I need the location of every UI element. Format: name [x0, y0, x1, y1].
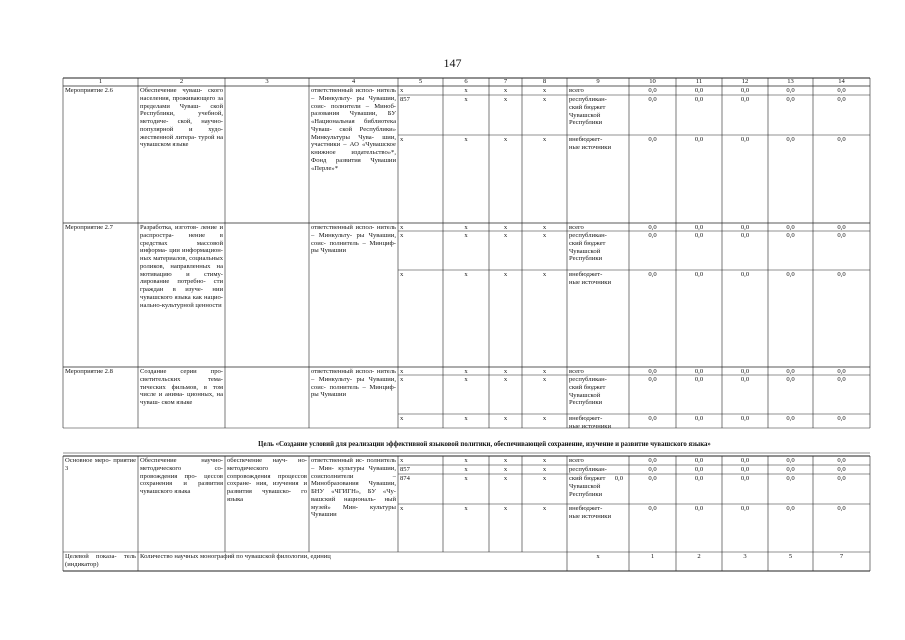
funding-source: всего	[569, 224, 584, 231]
budget-code-vr: x	[542, 232, 547, 239]
budget-code-csr: x	[503, 466, 508, 473]
event-name: Обеспечение чуваш- ского населения, проживающего за пределами Чуваш- ской Республики, учебной, методиче- ской, научно- популярной и худо- жественной литера- турой на чувашском языке	[140, 87, 223, 149]
funding-value: 0,0	[740, 96, 750, 103]
column-number: 1	[98, 77, 103, 85]
event-executors: ответственный испол- нитель – Минкульту- ры Чувашии, соис- полнитель – Минциф- ры Чувашии	[311, 368, 396, 399]
funding-source: всего	[569, 87, 584, 94]
funding-source: республикан-	[569, 466, 607, 473]
budget-code-grbs: x	[400, 505, 404, 512]
funding-source: внебюджет- ные источники	[569, 415, 612, 430]
budget-code-rzpr: x	[464, 376, 468, 383]
budget-code-csr: x	[503, 271, 508, 278]
goal-heading: Цель «Создание условий для реализации эффективной языковой политики, обеспечивающей сохранение, изучение и развитие чувашского языка»	[258, 441, 711, 448]
column-number: 5	[418, 77, 423, 85]
funding-value: 0,0	[694, 271, 704, 278]
budget-code-grbs: 874	[400, 475, 410, 482]
funding-value: 0,0	[837, 457, 846, 464]
funding-value: 0,0	[694, 136, 704, 143]
funding-value: 0,0	[694, 96, 704, 103]
funding-value: 0,0	[740, 368, 750, 375]
indicator-value: 3	[743, 553, 747, 560]
funding-value: 0,0	[694, 224, 704, 231]
budget-code-grbs: x	[400, 136, 404, 143]
budget-code-vr: x	[542, 457, 547, 464]
funding-value: 0,0	[837, 96, 846, 103]
funding-value: 0,0	[740, 415, 750, 422]
budget-code-rzpr: x	[464, 505, 468, 512]
funding-value: 0,0	[740, 505, 750, 512]
funding-value: 0,0	[648, 224, 657, 231]
budget-code-csr: x	[503, 87, 508, 94]
budget-code-csr: x	[503, 457, 508, 464]
indicator-value: 1	[650, 553, 655, 560]
funding-value: 0,0	[648, 136, 657, 143]
funding-value: 0,0	[837, 87, 846, 94]
funding-source: внебюджет- ные источники	[569, 136, 612, 151]
funding-value: 0,0	[740, 271, 750, 278]
funding-value: 0,0	[786, 376, 795, 383]
funding-value: 0,0	[740, 136, 750, 143]
budget-code-grbs: x	[400, 87, 404, 94]
funding-value: 0,0	[740, 475, 750, 482]
budget-code-vr: x	[542, 96, 547, 103]
funding-value: 0,0	[837, 505, 846, 512]
funding-value: 0,0	[694, 232, 704, 239]
budget-code-vr: x	[542, 368, 547, 375]
funding-value: 0,0	[837, 136, 846, 143]
budget-code-vr: x	[542, 271, 547, 278]
funding-value: 0,0	[694, 415, 704, 422]
funding-source: внебюджет- ные источники	[569, 505, 612, 520]
funding-value: 0,0	[786, 466, 795, 473]
column-number: 12	[741, 77, 749, 85]
budget-code-csr: x	[503, 415, 508, 422]
budget-code-rzpr: x	[464, 271, 468, 278]
indicator-value: 5	[788, 553, 793, 560]
funding-value: 0,0	[786, 136, 795, 143]
budget-code-rzpr: x	[464, 87, 468, 94]
budget-code-grbs: x	[400, 415, 404, 422]
funding-value: 0,0	[837, 466, 846, 473]
funding-value: 0,0	[694, 505, 704, 512]
funding-source: всего	[569, 457, 584, 464]
budget-code-grbs: 857	[400, 466, 410, 473]
column-number: 13	[787, 77, 794, 85]
budget-code-rzpr: x	[464, 232, 468, 239]
budget-code-csr: x	[503, 136, 508, 143]
column-number: 6	[464, 77, 468, 85]
funding-value: 0,0	[648, 96, 657, 103]
funding-value: 0,0	[740, 457, 750, 464]
budget-code-grbs: x	[400, 224, 404, 231]
column-number: 8	[542, 77, 547, 85]
funding-value: 0,0	[837, 415, 846, 422]
funding-source: республикан- ский бюджет Чувашской Республики	[569, 376, 607, 407]
funding-value: 0,0	[648, 505, 657, 512]
funding-value: 0,0	[648, 415, 657, 422]
column-number: 3	[265, 77, 269, 85]
funding-value: 0,0	[740, 376, 750, 383]
funding-value: 0,0	[786, 368, 795, 375]
funding-value: 0,0	[648, 475, 657, 482]
funding-value: 0,0	[648, 466, 657, 473]
funding-value: 0,0	[740, 466, 750, 473]
column-number: 2	[179, 77, 184, 85]
budget-code-rzpr: x	[464, 457, 468, 464]
funding-source: внебюджет- ные источники	[569, 271, 612, 286]
budget-code-grbs: x	[400, 368, 404, 375]
indicator-value: 2	[697, 553, 701, 560]
budget-code-vr: x	[542, 505, 547, 512]
funding-value: 0,0	[694, 376, 704, 383]
indicator-value: 7	[839, 553, 844, 560]
budget-code-rzpr: x	[464, 466, 468, 473]
budget-code-vr: x	[542, 87, 547, 94]
event-code: Мероприятие 2.7	[65, 224, 113, 231]
funding-value: 0,0	[837, 376, 846, 383]
funding-value: 0,0	[648, 271, 657, 278]
funding-value: 0,0	[648, 232, 657, 239]
budget-code-grbs: x	[400, 232, 404, 239]
budget-code-vr: x	[542, 475, 547, 482]
funding-value: 0,0	[786, 224, 795, 231]
funding-value: 0,0	[837, 271, 846, 278]
funding-value: 0,0	[648, 87, 657, 94]
budget-code-csr: x	[503, 368, 508, 375]
funding-value: 0,0	[837, 368, 846, 375]
event-code: Мероприятие 2.8	[65, 368, 113, 375]
budget-code-rzpr: x	[464, 136, 468, 143]
funding-value: 0,0	[786, 96, 795, 103]
column-number: 11	[695, 77, 703, 85]
budget-code-vr: x	[542, 415, 547, 422]
budget-code-vr: x	[542, 136, 547, 143]
budget-code-vr: x	[542, 376, 547, 383]
funding-value: 0,0	[786, 457, 795, 464]
funding-value: 0,0	[694, 457, 704, 464]
event-name: Создание серии про- светительских тема- тических фильмов, в том числе и анима- ционных, на чуваш- ском языке	[140, 368, 223, 406]
budget-code-csr: x	[503, 376, 508, 383]
budget-code-csr: x	[503, 232, 508, 239]
funding-value: 0,0	[648, 376, 657, 383]
budget-code-vr: x	[542, 466, 547, 473]
budget-code-rzpr: x	[464, 96, 468, 103]
event-code: Основное меро- приятие 3	[65, 457, 136, 472]
funding-value: 0,0	[837, 232, 846, 239]
funding-source: республикан- ский бюджет Чувашской Республики	[569, 232, 607, 263]
budget-code-grbs: 857	[400, 96, 410, 103]
indicator-base: x	[596, 553, 600, 560]
budget-code-grbs: x	[400, 376, 404, 383]
event-code: Мероприятие 2.6	[65, 87, 113, 94]
funding-value: 0,0	[786, 415, 795, 422]
funding-value: 0,0	[837, 475, 846, 482]
event-name: Обеспечение научно- методического со- провождения про- цессов сохранения и развития чувашского языка	[140, 457, 223, 495]
budget-code-csr: x	[503, 224, 508, 231]
funding-value: 0,0	[694, 87, 704, 94]
event-name: Разработка, изготов- ление и распростра- нение в средствах массовой информа- ции информацион- ных материалов, социальных роликов, направленных на мотивацию и стиму- лирование потребно- сти граждан в изуче- нии чувашского языка как нацио- нально-культурной ценности	[140, 224, 223, 309]
indicator-name: Количество научных монографий по чувашской филологии, единиц	[140, 553, 331, 560]
funding-source: республикан- ский бюджет Чувашской Республики	[569, 96, 607, 127]
funding-value: 0,0	[648, 368, 657, 375]
funding-value: 0,0	[648, 457, 657, 464]
budget-code-csr: x	[503, 475, 508, 482]
column-number: 10	[649, 77, 656, 85]
event-executors: ответственный ис- полнитель – Мин- культуры Чувашии, соисполнители – Минобразования Чувашии, БНУ «ЧГИГН», БУ «Чу- вашский националь- ный музей» Мин- культуры Чувашии	[311, 457, 396, 519]
budget-code-grbs: x	[400, 271, 404, 278]
funding-value: 0,0	[740, 232, 750, 239]
budget-code-rzpr: x	[464, 368, 468, 375]
funding-value: 0,0	[837, 224, 846, 231]
funding-value: 0,0	[694, 466, 704, 473]
funding-value: 0,0	[786, 232, 795, 239]
column-number: 14	[838, 77, 845, 85]
budget-code-rzpr: x	[464, 415, 468, 422]
indicator-label: Целевой показа- тель (индикатор)	[65, 553, 136, 568]
funding-value-inline: 0,0	[614, 475, 623, 482]
budget-code-csr: x	[503, 505, 508, 512]
budget-code-vr: x	[542, 224, 547, 231]
funding-source: ский бюджет Чувашской Республики	[569, 475, 606, 498]
budget-code-rzpr: x	[464, 475, 468, 482]
funding-value: 0,0	[786, 271, 795, 278]
page-number: 147	[443, 56, 462, 70]
column-number: 7	[503, 77, 508, 85]
funding-value: 0,0	[740, 87, 750, 94]
funding-value: 0,0	[786, 87, 795, 94]
column-number: 4	[351, 77, 356, 85]
funding-value: 0,0	[694, 368, 704, 375]
event-executors: ответственный испол- нитель – Минкульту- ры Чувашии, соис- полнители – Миноб- разования Чувашии, БУ «Национальная библиотека Чуваш- ской Республики» Минкультуры Чува- шии, участники – АО «Чувашское книжное издательство»*, Фонд развития Чувашии «Перле»*	[311, 87, 396, 172]
budget-code-rzpr: x	[464, 224, 468, 231]
funding-value: 0,0	[786, 505, 795, 512]
budget-code-grbs: x	[400, 457, 404, 464]
budget-code-csr: x	[503, 96, 508, 103]
funding-value: 0,0	[694, 475, 704, 482]
event-task: обеспечение науч- но-методического сопровождения процессов сохране- ния, изучения и развития чувашско- го языка	[227, 457, 307, 503]
column-number: 9	[596, 77, 600, 85]
funding-source: всего	[569, 368, 584, 375]
funding-value: 0,0	[740, 224, 750, 231]
funding-value: 0,0	[786, 475, 795, 482]
event-executors: ответственный испол- нитель – Минкульту- ры Чувашии, соис- полнитель – Минциф- ры Чувашии	[311, 224, 396, 255]
